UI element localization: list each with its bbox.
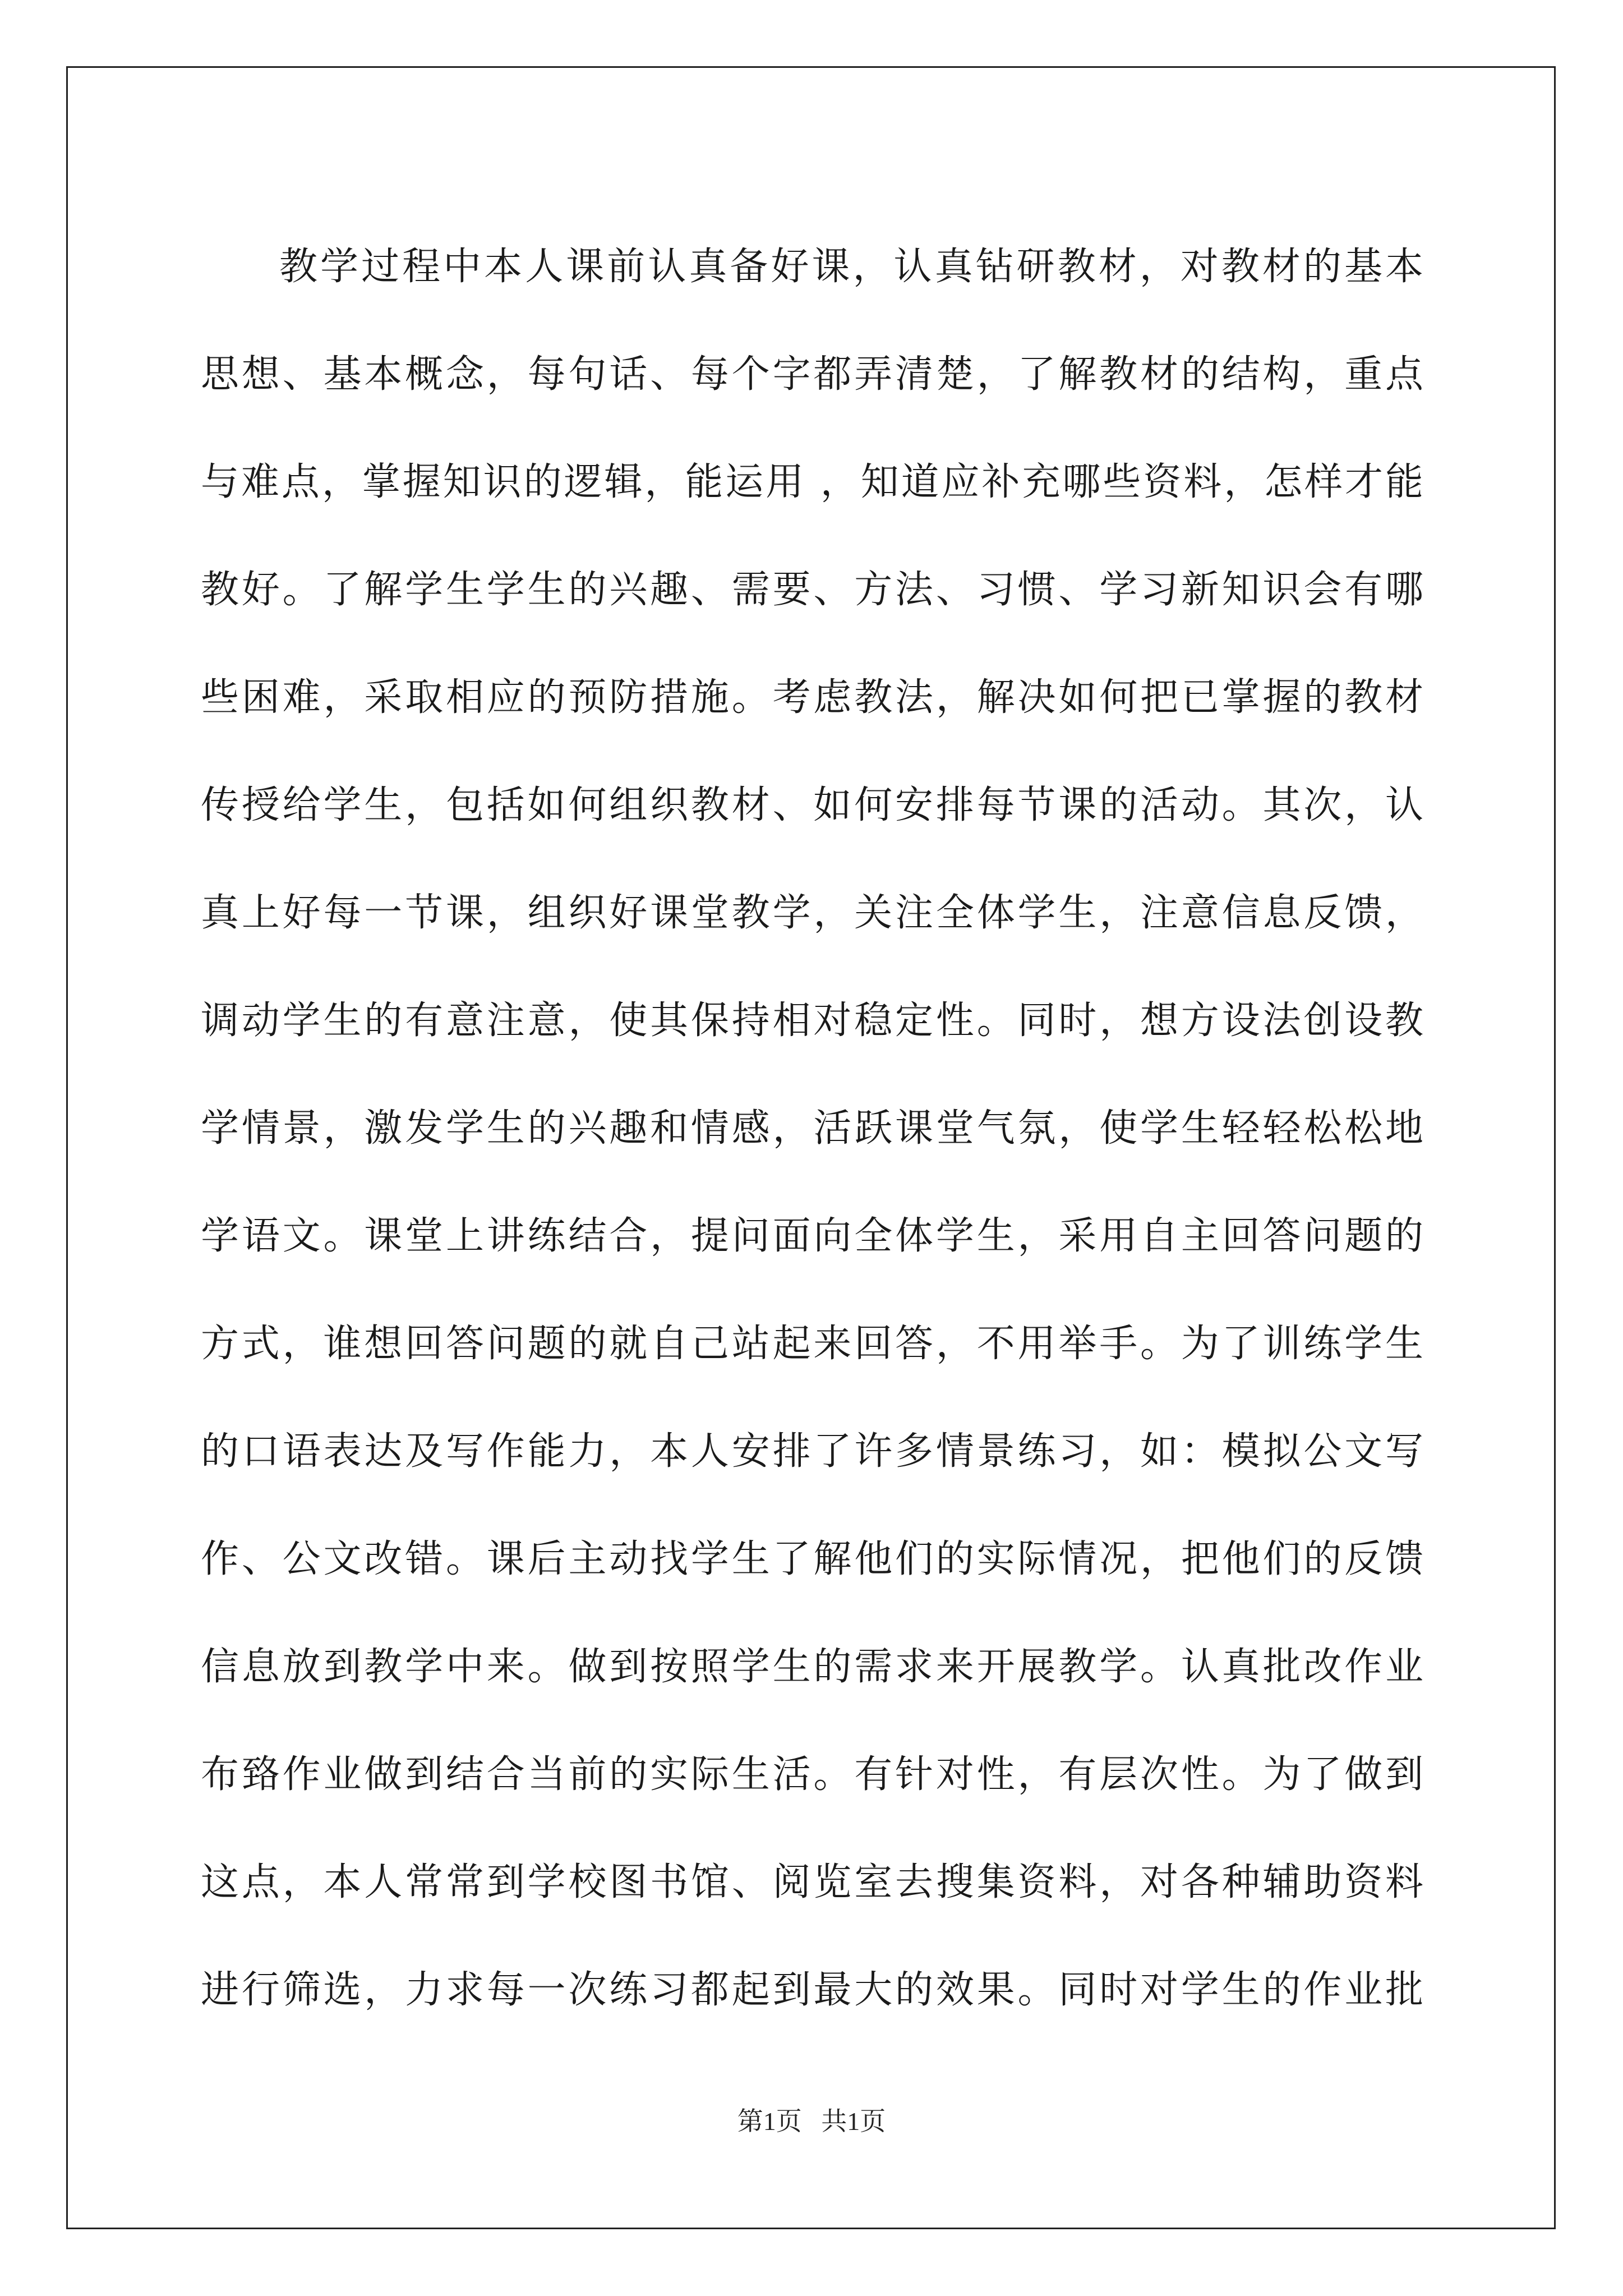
paragraph-line: 与难点，掌握知识的逻辑，能运用 ，知道应补充哪些资料，怎样才能 [201, 460, 1423, 504]
paragraph-line: 这点，本人常常到学校图书馆、阅览室去搜集资料，对各种辅助资料 [201, 1860, 1423, 1904]
paragraph-line: 方式，谁想回答问题的就自己站起来回答，不用举手。为了训练学生 [201, 1322, 1423, 1366]
paragraph-line: 进行筛选，力求每一次练习都起到最大的效果。同时对学生的作业批 [201, 1968, 1423, 2012]
paragraph-line: 信息放到教学中来。做到按照学生的需求来开展教学。认真批改作业 [201, 1645, 1423, 1689]
paragraph-line: 作、公文改错。课后主动找学生了解他们的实际情况，把他们的反馈 [201, 1537, 1423, 1581]
paragraph-line: 些困难，采取相应的预防措施。考虑教法，解决如何把已掌握的教材 [201, 675, 1423, 720]
paragraph-line: 布臵作业做到结合当前的实际生活。有针对性，有层次性。为了做到 [201, 1752, 1423, 1797]
paragraph-line: 思想、基本概念，每句话、每个字都弄清楚，了解教材的结构，重点 [201, 352, 1423, 397]
paragraph-line: 真上好每一节课，组织好课堂教学，关注全体学生，注意信息反馈， [201, 891, 1423, 935]
paragraph-line: 教好。了解学生学生的兴趣、需要、方法、习惯、学习新知识会有哪 [201, 568, 1423, 612]
body-paragraph [201, 213, 1423, 2044]
paragraph-line: 传授给学生，包括如何组织教材、如何安排每节课的活动。其次，认 [201, 783, 1423, 827]
paragraph-line: 学语文。课堂上讲练结合，提问面向全体学生，采用自主回答问题的 [201, 1214, 1423, 1258]
paragraph-line: 的口语表达及写作能力，本人安排了许多情景练习，如：模拟公文写 [201, 1429, 1423, 1474]
page-number-footer: 第1页 共1页 [737, 2107, 886, 2136]
paragraph-line: 教学过程中本人课前认真备好课，认真钻研教材，对教材的基本 [279, 245, 1423, 289]
paragraph-line: 学情景，激发学生的兴趣和情感，活跃课堂气氛，使学生轻轻松松地 [201, 1106, 1423, 1151]
paragraph-line: 调动学生的有意注意，使其保持相对稳定性。同时，想方设法创设教 [201, 999, 1423, 1043]
